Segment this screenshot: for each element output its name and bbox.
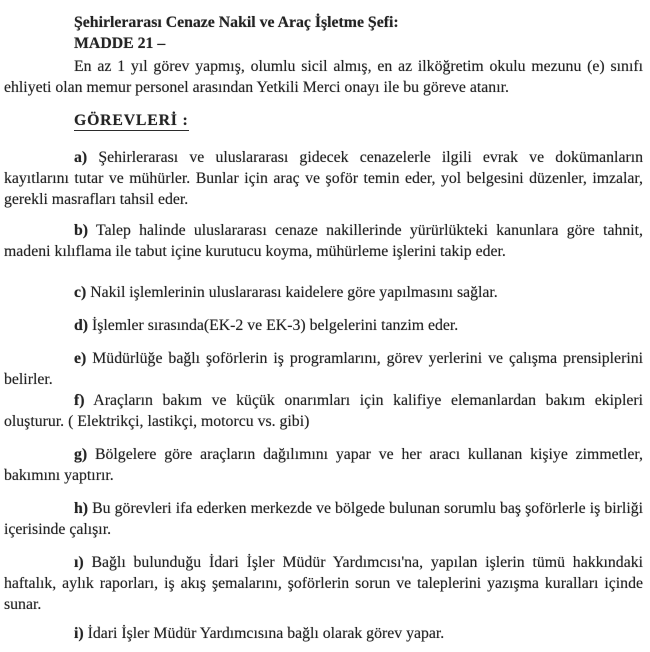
duty-text-e: Müdürlüğe bağlı şoförlerin iş programlarını, görev yerlerini ve çalışma prensiplerini belirler. bbox=[4, 350, 643, 388]
duty-item-b bbox=[4, 220, 643, 262]
duty-label-h: h) bbox=[74, 500, 89, 517]
duty-label-c: c) bbox=[74, 284, 87, 301]
duty-text-d: İşlemler sırasında(EK-2 ve EK-3) belgelerini tanzim eder. bbox=[92, 317, 459, 334]
duty-item-a bbox=[4, 147, 643, 210]
document-title: Şehirlerarası Cenaze Nakil ve Araç İşletme Şefi: bbox=[74, 14, 399, 31]
duties-heading-text: GÖREVLERİ : bbox=[74, 112, 189, 129]
duty-label-g: g) bbox=[74, 446, 88, 463]
duty-text-dotless-i: Bağlı bulunduğu İdari İşler Müdür Yardımcısı'na, yapılan işlerin tümü hakkındaki haftalık, aylık raporları, iş akış şemalarını, şoförlerin sorun ve taleplerini yazışma kuralları içinde sunar. bbox=[4, 554, 643, 613]
duty-text-h: Bu görevleri ifa ederken merkezde ve bölgede bulunan sorumlu baş şoförlerle iş birliği içerisinde çalışır. bbox=[4, 500, 643, 538]
duty-item-d bbox=[4, 315, 643, 336]
duty-text-g: Bölgelere göre araçların dağılımını yapar ve her aracı kullanan kişiye zimmetler, bakımını yaptırır. bbox=[4, 446, 643, 484]
duty-item-dotless-i bbox=[4, 552, 643, 615]
duty-item-h bbox=[4, 498, 643, 540]
duty-item-i bbox=[4, 623, 643, 644]
duty-label-a: a) bbox=[74, 149, 88, 166]
appointment-paragraph: En az 1 yıl görev yapmış, olumlu sicil almış, en az ilköğretim okulu mezunu (e) sınıfı ehliyeti olan memur personel arasından Yetkili Merci onayı ile bu göreve atanır. bbox=[4, 58, 643, 96]
duty-text-f: Araçların bakım ve küçük onarımları için kalifiye elemanlardan bakım ekipleri oluşturur. ( Elektrikçi, lastikçi, motorcu vs. gibi) bbox=[4, 392, 643, 430]
duty-text-a: Şehirlerarası ve uluslararası gidecek cenazelerle ilgili evrak ve dokümanların kayıtlarını tutar ve mühürler. Bunlar için araç ve şoför temin eder, yol belgesini düzenler, imzalar, gerekli masrafları tahsil eder. bbox=[4, 149, 644, 208]
article-number: MADDE 21 – bbox=[74, 35, 166, 52]
duty-item-c bbox=[4, 282, 643, 303]
duty-item-f bbox=[4, 390, 643, 432]
duty-item-g bbox=[4, 444, 643, 486]
duty-label-b: b) bbox=[74, 222, 89, 239]
duty-label-d: d) bbox=[74, 317, 89, 334]
duty-text-c: Nakil işlemlerinin uluslararası kaidelere göre yapılmasını sağlar. bbox=[90, 284, 498, 301]
duty-label-f: f) bbox=[74, 392, 85, 409]
duty-label-i: i) bbox=[74, 625, 84, 642]
duty-text-i: İdari İşler Müdür Yardımcısına bağlı olarak görev yapar. bbox=[87, 625, 445, 642]
duty-label-dotless-i: ı) bbox=[74, 554, 84, 571]
duties-heading bbox=[4, 110, 643, 131]
duty-text-b: Talep halinde uluslararası cenaze nakillerinde yürürlükteki kanunlara göre tahnit, madeni kılıflama ile tabut içine kurutucu koyma, mühürleme işlerini takip eder. bbox=[4, 222, 643, 260]
duty-label-e: e) bbox=[74, 350, 87, 367]
duty-item-e bbox=[4, 348, 643, 390]
